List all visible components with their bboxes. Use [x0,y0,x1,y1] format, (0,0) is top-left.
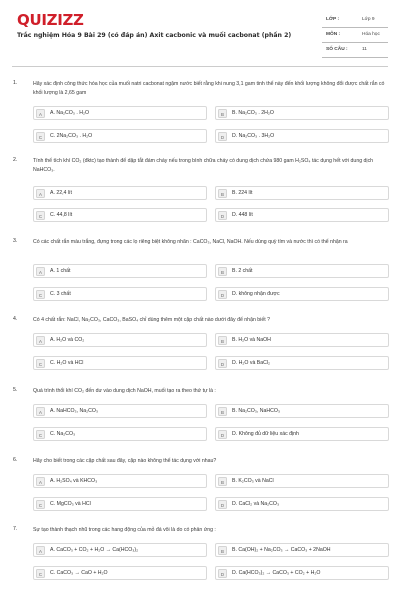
question-number: 5. [13,387,18,393]
option-letter: C [36,359,45,368]
option-text: C. Na₂CO₃ [50,431,76,437]
option-letter: D [218,430,227,439]
option-text: B. H₂O và NaOH [232,337,271,343]
option-letter: B [218,109,227,118]
header-divider [12,66,388,67]
option-b[interactable] [215,106,389,120]
meta-value: 11 [362,47,367,52]
option-letter: D [218,211,227,220]
option-letter: A [36,546,45,555]
option-a[interactable] [33,404,207,418]
meta-key: MÔN : [326,32,341,37]
meta-value: Lớp 9 [362,17,375,22]
option-letter: B [218,267,227,276]
option-c[interactable] [33,497,207,511]
option-letter: A [36,109,45,118]
question-number: 3. [13,238,18,244]
option-b[interactable] [215,474,389,488]
question-text: Quá trình thổi khí CO₂ đến dư vào dung dịch NaOH, muối tạo ra theo thứ tự là : [33,388,216,394]
meta-row-grade [322,13,388,28]
question-text: Tính thể tích khí CO₂ (đktc) tạo thành để dập tắt đám cháy nếu trong bình chữa cháy có dung dịch chứa 980 gam H₂SO₄ tác dụng hết với dung dịch NaHCO₃. [33,158,374,173]
option-letter: A [36,336,45,345]
option-letter: A [36,477,45,486]
option-letter: D [218,290,227,299]
option-text: B. Ca(OH)₂ + Na₂CO₃ → CaCO₃ + 2NaOH [232,547,331,553]
quizizz-logo: QUIZIZZ [17,11,84,29]
option-text: D. Na₂CO₃ . 3H₂O [232,133,275,139]
option-letter: B [218,336,227,345]
option-text: C. H₂O và HCl [50,360,84,366]
option-text: B. 224 lít [232,190,253,196]
option-a[interactable] [33,264,207,278]
question-number: 7. [13,526,18,532]
option-b[interactable] [215,543,389,557]
option-letter: B [218,407,227,416]
option-c[interactable] [33,208,207,222]
question-text: Có 4 chất rắn: NaCl, Na₂CO₃, CaCO₃, BaSO₄ chỉ dùng thêm một cặp chất nào dưới đây để nhận biết ? [33,317,270,323]
option-text: B. 2 chất [232,268,253,274]
option-text: C. 2Na₂CO₃ . H₂O [50,133,93,139]
option-text: A. 1 chất [50,268,71,274]
option-b[interactable] [215,333,389,347]
option-c[interactable] [33,427,207,441]
option-letter: B [218,189,227,198]
question-text: Hãy xác định công thức hóa học của muối natri cacbonat ngậm nước biết rằng khi nung 3,1 gam tinh thể này đến khối lượng không đổi được chất rắn có khối lượng là 2,65 gam [33,81,385,96]
option-letter: D [218,569,227,578]
option-text: D. Không đủ dữ liệu xác định [232,431,299,437]
document-header [0,0,400,68]
option-text: C. MgCO₃ và HCl [50,501,91,507]
option-letter: C [36,430,45,439]
option-a[interactable] [33,106,207,120]
option-d[interactable] [215,566,389,580]
question-number: 2. [13,157,18,163]
option-d[interactable] [215,129,389,143]
option-letter: A [36,407,45,416]
option-text: A. H₂SO₄ và KHCO₃ [50,478,98,484]
option-a[interactable] [33,186,207,200]
option-letter: C [36,500,45,509]
option-a[interactable] [33,474,207,488]
meta-value: Hóa học [362,32,380,37]
option-letter: C [36,569,45,578]
option-text: B. Na₂CO₃, NaHCO₃ [232,408,281,414]
meta-key: LỚP : [326,17,340,22]
option-a[interactable] [33,333,207,347]
option-text: C. 44,8 lít [50,212,73,218]
option-b[interactable] [215,264,389,278]
meta-table [322,13,388,58]
question-number: 6. [13,457,18,463]
option-c[interactable] [33,566,207,580]
question-text: Sự tạo thành thạch nhũ trong các hang động của mỏ đá vôi là do có phản ứng : [33,527,216,533]
option-text: B. Na₂CO₃ . 2H₂O [232,110,274,116]
meta-key: SỐ CÂU : [326,47,348,52]
option-d[interactable] [215,287,389,301]
option-b[interactable] [215,186,389,200]
option-letter: D [218,500,227,509]
option-d[interactable] [215,356,389,370]
option-c[interactable] [33,129,207,143]
question-number: 1. [13,80,18,86]
option-a[interactable] [33,543,207,557]
question-number: 4. [13,316,18,322]
option-d[interactable] [215,427,389,441]
option-d[interactable] [215,497,389,511]
meta-row-question-count [322,43,388,58]
option-text: B. K₂CO₃ và NaCl [232,478,274,484]
option-letter: C [36,211,45,220]
option-letter: D [218,359,227,368]
option-text: D. H₂O và BaCl₂ [232,360,271,366]
option-letter: A [36,189,45,198]
option-letter: B [218,477,227,486]
option-letter: D [218,132,227,141]
option-letter: B [218,546,227,555]
meta-row-subject [322,28,388,43]
option-letter: C [36,290,45,299]
option-text: A. 22,4 lít [50,190,72,196]
option-text: D. không nhận được [232,291,280,297]
option-text: D. CaCl₂ và Na₂CO₃ [232,501,280,507]
option-letter: C [36,132,45,141]
option-c[interactable] [33,287,207,301]
question-text: Có các chất rắn màu trắng, đựng trong các lọ riêng biệt không nhãn : CaCO₃, NaCl, NaOH. Nếu dùng quỳ tím và nước thì có thể nhận ra [33,239,348,245]
option-text: A. H₂O và CO₂ [50,337,85,343]
option-text: A. NaHCO₃, Na₂CO₃ [50,408,99,414]
document-title: Trắc nghiệm Hóa 9 Bài 29 (có đáp án) Axit cacbonic và muối cacbonat (phần 2) [17,32,292,39]
option-letter: A [36,267,45,276]
option-d[interactable] [215,208,389,222]
option-text: D. 448 lít [232,212,253,218]
option-text: A. CaCO₃ + CO₂ + H₂O → Ca(HCO₃)₂ [50,547,139,553]
option-text: D. Ca(HCO₃)₂ → CaCO₃ + CO₂ + H₂O [232,570,321,576]
option-text: A. Na₂CO₃ . H₂O [50,110,89,116]
option-text: C. 3 chất [50,291,71,297]
option-b[interactable] [215,404,389,418]
question-text: Hãy cho biết trong các cặp chất sau đây, cặp nào không thể tác dụng với nhau? [33,458,217,464]
option-text: C. CaCO₃ → CaO + H₂O [50,570,108,576]
option-c[interactable] [33,356,207,370]
